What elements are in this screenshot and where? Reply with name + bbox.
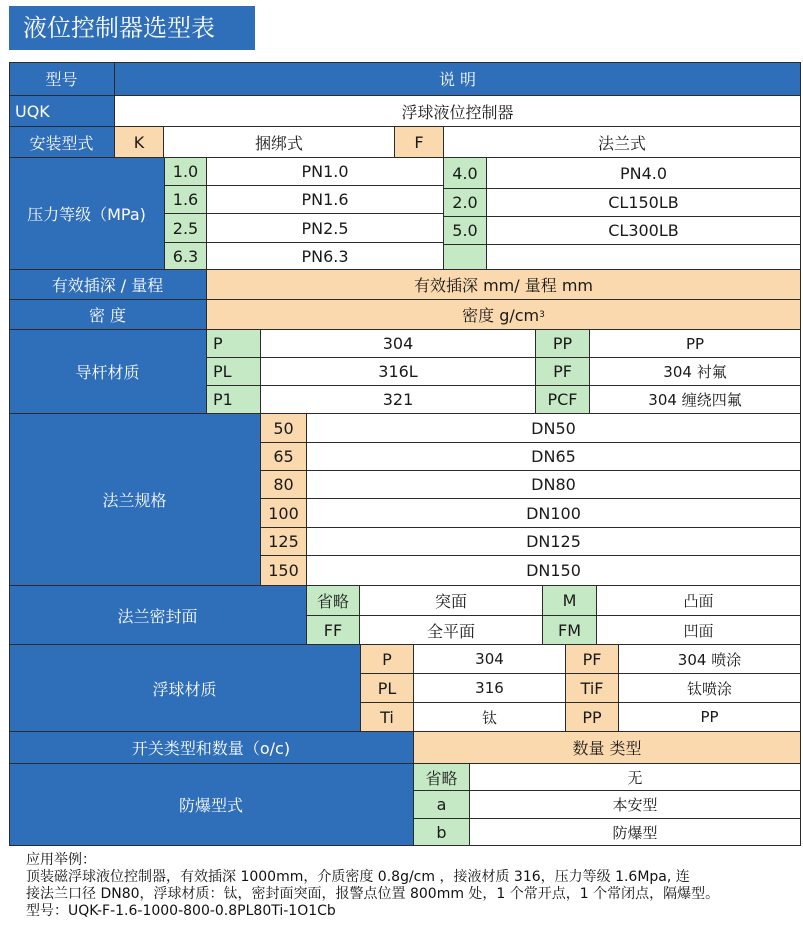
flange-desc: DN80 [307, 471, 801, 499]
ball-desc2: 钛喷涂 [619, 674, 801, 703]
pressure-desc: CL300LB [487, 217, 801, 245]
example-line: 接法兰口径 DN80，浮球材质：钛，密封面突面，报警点位置 800mm 处，1 个常开点，1 个常闭点，隔爆型。 [26, 886, 720, 902]
flange-desc: DN150 [307, 556, 801, 586]
ball-desc: 316 [414, 674, 566, 703]
explosion-desc: 无 [470, 764, 801, 791]
pressure-desc: PN6.3 [207, 243, 444, 270]
flange-desc: DN65 [307, 443, 801, 471]
uqk-code: UQK [9, 96, 115, 127]
mount-f-desc: 法兰式 [444, 127, 801, 158]
density-desc: 密度 g/cm 3 [207, 300, 801, 330]
flange-code: 125 [261, 528, 307, 556]
pressure-label: 压力等级（MPa) [9, 158, 165, 270]
seal-label: 法兰密封面 [9, 586, 307, 645]
explosion-label: 防爆型式 [9, 764, 414, 846]
guide-code2: PCF [536, 386, 590, 414]
flange-code: 150 [261, 556, 307, 586]
seal-code2: M [543, 586, 597, 616]
pressure-desc: PN2.5 [207, 214, 444, 243]
example-heading: 应用举例： [26, 852, 96, 868]
flange-code: 80 [261, 471, 307, 499]
pressure-code: 5.0 [444, 217, 487, 245]
flange-code: 65 [261, 443, 307, 471]
title-bar [9, 6, 255, 50]
seal-code2: FM [543, 616, 597, 645]
ball-desc: 304 [414, 645, 566, 674]
flange-desc: DN100 [307, 499, 801, 528]
page-title: 液位控制器选型表 [23, 14, 215, 42]
pressure-desc: PN1.0 [207, 158, 444, 186]
pressure-code: 2.5 [165, 214, 207, 243]
seal-desc2: 凸面 [597, 586, 801, 616]
seal-desc: 突面 [360, 586, 543, 616]
guide-desc: 304 [261, 330, 536, 358]
flange-code: 100 [261, 499, 307, 528]
pressure-code: 6.3 [165, 243, 207, 270]
guide-code: P [207, 330, 261, 358]
guide-label: 导杆材质 [9, 330, 207, 414]
guide-code2: PP [536, 330, 590, 358]
seal-desc: 全平面 [360, 616, 543, 645]
ball-desc: 钛 [414, 703, 566, 732]
ball-code: Ti [361, 703, 414, 732]
switch-desc: 数量 类型 [414, 732, 801, 764]
guide-desc2: PP [590, 330, 801, 358]
example-section [26, 852, 803, 920]
pressure-desc: PN4.0 [487, 158, 801, 189]
ball-desc2: PP [619, 703, 801, 732]
mount-f-code: F [395, 127, 444, 158]
guide-desc2: 304 缠绕四氟 [590, 386, 801, 414]
density-label: 密 度 [9, 300, 207, 330]
flange-code: 50 [261, 414, 307, 443]
guide-desc2: 304 衬氟 [590, 358, 801, 386]
depth-desc: 有效插深 mm/ 量程 mm [207, 270, 801, 300]
pressure-desc: CL150LB [487, 189, 801, 217]
explosion-code: 省略 [414, 764, 470, 791]
guide-desc: 316L [261, 358, 536, 386]
guide-code: PL [207, 358, 261, 386]
pressure-code: 4.0 [444, 158, 487, 189]
mount-label: 安装型式 [9, 127, 115, 158]
ball-code2: PP [566, 703, 619, 732]
seal-code: 省略 [307, 586, 360, 616]
pressure-code: 1.0 [165, 158, 207, 186]
seal-code: FF [307, 616, 360, 645]
header-desc: 说 明 [115, 62, 801, 96]
guide-code2: PF [536, 358, 590, 386]
flange-label: 法兰规格 [9, 414, 261, 586]
mount-k-desc: 捆绑式 [164, 127, 395, 158]
mount-k-code: K [115, 127, 164, 158]
density-text: 密度 g/cm [462, 306, 540, 325]
example-line: 顶装磁浮球液位控制器，有效插深 1000mm，介质密度 0.8g/cm ，接液材质 316，压力等级 1.6Mpa, 连 [26, 869, 690, 885]
header-model: 型号 [9, 62, 115, 96]
switch-label: 开关类型和数量（o/c) [9, 732, 414, 764]
ball-label: 浮球材质 [9, 645, 361, 732]
pressure-desc: PN1.6 [207, 186, 444, 214]
explosion-code: a [414, 791, 470, 819]
guide-code: P1 [207, 386, 261, 414]
ball-desc2: 304 喷涂 [619, 645, 801, 674]
ball-code2: PF [566, 645, 619, 674]
ball-code: P [361, 645, 414, 674]
pressure-code-empty [444, 245, 487, 270]
selection-table [9, 62, 801, 846]
ball-code2: TiF [566, 674, 619, 703]
example-model: 型号：UQK-F-1.6-1000-800-0.8PL80Ti-1O1Cb [26, 903, 336, 919]
flange-desc: DN125 [307, 528, 801, 556]
ball-code: PL [361, 674, 414, 703]
pressure-code: 1.6 [165, 186, 207, 214]
seal-desc2: 凹面 [597, 616, 801, 645]
explosion-desc: 防爆型 [470, 819, 801, 846]
flange-desc: DN50 [307, 414, 801, 443]
explosion-code: b [414, 819, 470, 846]
explosion-desc: 本安型 [470, 791, 801, 819]
pressure-code: 2.0 [444, 189, 487, 217]
uqk-desc: 浮球液位控制器 [115, 96, 801, 127]
pressure-desc-empty [487, 245, 801, 270]
guide-desc: 321 [261, 386, 536, 414]
depth-label: 有效插深 / 量程 [9, 270, 207, 300]
